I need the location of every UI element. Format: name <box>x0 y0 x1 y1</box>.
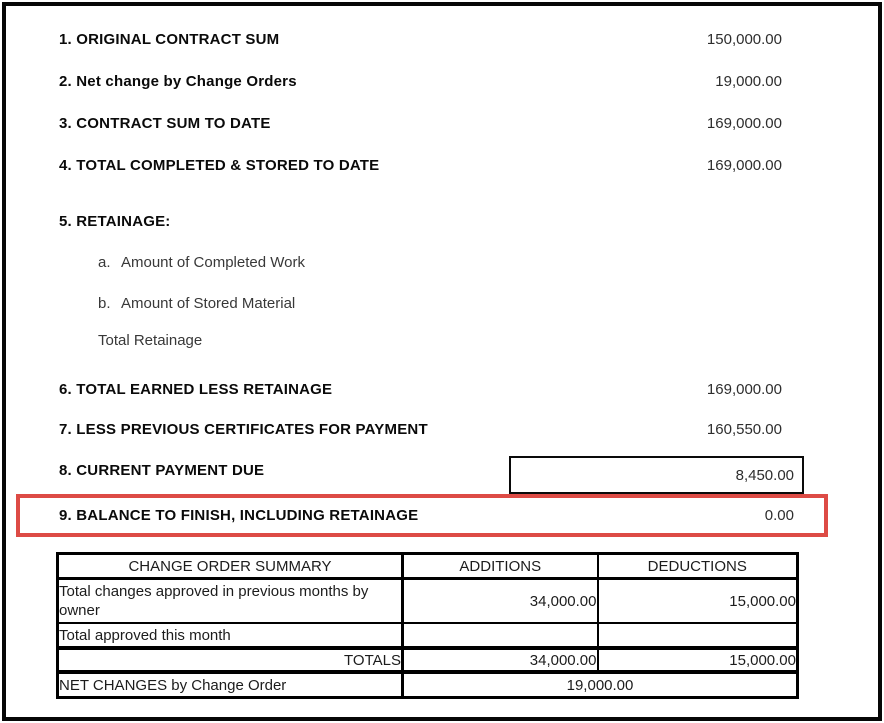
item-value: 150,000.00 <box>706 30 782 48</box>
row-label: Total changes approved in previous months by owner <box>59 583 369 619</box>
item-value: 19,000.00 <box>715 72 782 90</box>
item-label: Total Retainage <box>98 331 203 349</box>
current-payment-due-value-box <box>509 456 804 494</box>
change-order-summary-table <box>56 552 799 699</box>
item-label: 2. Net change by Change Orders <box>59 72 297 90</box>
item-total-earned-less-retainage <box>59 380 782 398</box>
item-total-retainage <box>98 331 202 349</box>
item-value: 169,000.00 <box>706 114 782 132</box>
item-letter: a. <box>98 253 111 271</box>
item-total-completed-stored <box>59 156 782 174</box>
table-row-totals <box>58 648 798 672</box>
item-retainage-stored-material <box>98 294 295 312</box>
balance-highlight-box <box>16 494 828 537</box>
item-label: 3. CONTRACT SUM TO DATE <box>59 114 271 132</box>
item-less-previous-certificates <box>59 420 782 438</box>
item-label: 9. BALANCE TO FINISH, INCLUDING RETAINAGE <box>59 507 419 524</box>
item-net-change-by-change-orders <box>59 72 782 90</box>
item-value: 160,550.00 <box>706 420 782 438</box>
item-label: 6. TOTAL EARNED LESS RETAINAGE <box>59 380 333 398</box>
row-label-cell <box>58 579 403 624</box>
item-contract-sum-to-date <box>59 114 782 132</box>
col-header-deductions: DEDUCTIONS <box>598 554 798 579</box>
deductions-cell: 15,000.00 <box>598 579 798 624</box>
item-label: 4. TOTAL COMPLETED & STORED TO DATE <box>59 156 380 174</box>
item-value: 169,000.00 <box>706 380 782 398</box>
net-changes-value-cell: 19,000.00 <box>403 672 798 698</box>
deductions-cell <box>598 623 798 648</box>
table-row-approved-this-month <box>58 623 798 648</box>
table-row-net-changes <box>58 672 798 698</box>
totals-label-cell: TOTALS <box>58 648 403 672</box>
document-frame <box>2 2 882 721</box>
col-header-additions: ADDITIONS <box>403 554 598 579</box>
col-header-change-order-summary: CHANGE ORDER SUMMARY <box>58 554 403 579</box>
item-label: 5. RETAINAGE: <box>59 212 171 230</box>
item-value: 169,000.00 <box>706 156 782 174</box>
net-changes-label-cell: NET CHANGES by Change Order <box>58 672 403 698</box>
item-label: Amount of Completed Work <box>121 253 305 271</box>
item-label: Amount of Stored Material <box>121 294 296 312</box>
row-label-cell: Total approved this month <box>58 623 403 648</box>
item-label: 8. CURRENT PAYMENT DUE <box>59 461 265 479</box>
additions-cell: 34,000.00 <box>403 579 598 624</box>
table-header-row <box>58 554 798 579</box>
item-retainage-heading <box>59 212 782 230</box>
item-retainage-completed-work <box>98 253 305 271</box>
table-row-previous-months <box>58 579 798 624</box>
item-label: 7. LESS PREVIOUS CERTIFICATES FOR PAYMENT <box>59 420 428 438</box>
deductions-total-cell: 15,000.00 <box>598 648 798 672</box>
additions-cell <box>403 623 598 648</box>
item-value: 0.00 <box>764 507 794 524</box>
item-letter: b. <box>98 294 111 312</box>
item-original-contract-sum <box>59 30 782 48</box>
item-label: 1. ORIGINAL CONTRACT SUM <box>59 30 280 48</box>
item-value: 8,450.00 <box>735 466 794 484</box>
additions-total-cell: 34,000.00 <box>403 648 598 672</box>
